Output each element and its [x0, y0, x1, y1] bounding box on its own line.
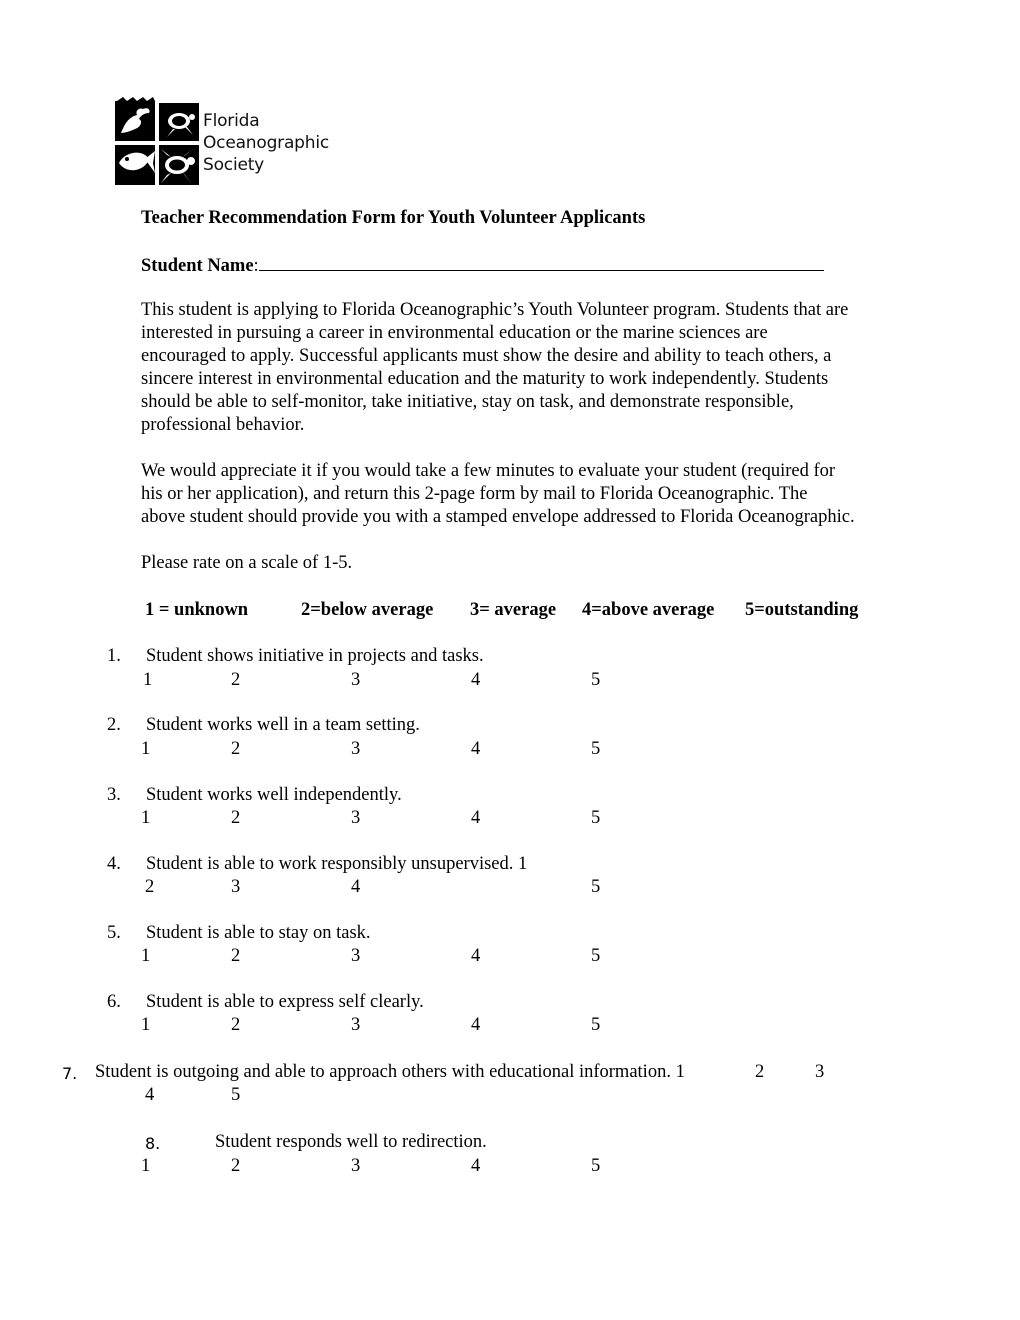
rating-option[interactable]: 4 — [351, 877, 361, 897]
request-line: above student should provide you with a stamped envelope addressed to Florida Oceanographic. — [141, 507, 855, 527]
turtle-icon — [159, 99, 199, 141]
question-number: 1. — [107, 646, 121, 666]
question-text: Student shows initiative in projects and tasks. — [146, 646, 484, 666]
logo-mark — [115, 97, 199, 185]
scale-item: 1 = unknown — [145, 600, 249, 620]
logo-line: Society — [203, 155, 265, 175]
rating-option[interactable]: 3 — [351, 670, 361, 690]
intro-line: should be able to self-monitor, take initiative, stay on task, and demonstrate responsible, — [141, 392, 794, 412]
intro-line: This student is applying to Florida Oceanographic’s Youth Volunteer program. Students that are — [141, 300, 849, 320]
rating-option[interactable]: 2 — [231, 1015, 241, 1035]
rating-option[interactable]: 5 — [591, 877, 601, 897]
logo-line: Oceanographic — [203, 133, 330, 153]
rating-option[interactable]: 3 — [815, 1062, 825, 1082]
question-number: 8. — [145, 1134, 161, 1153]
rating-option[interactable]: 2 — [231, 739, 241, 759]
pelican-icon — [115, 97, 155, 141]
rating-option[interactable]: 1 — [143, 670, 153, 690]
scale-item: 2=below average — [301, 600, 434, 620]
question-text: Student is outgoing and able to approach others with educational information. 1 — [95, 1062, 685, 1082]
question-number: 7. — [62, 1064, 78, 1083]
rate-instruction: Please rate on a scale of 1-5. — [141, 553, 353, 573]
logo-line: Florida — [203, 111, 260, 131]
sea-turtle-icon — [159, 145, 199, 185]
rating-option[interactable]: 5 — [591, 946, 601, 966]
intro-paragraph — [141, 299, 931, 437]
rating-option[interactable]: 2 — [231, 1156, 241, 1176]
rating-option[interactable]: 1 — [141, 739, 151, 759]
rating-option[interactable]: 3 — [231, 877, 241, 897]
question-text: Student is able to express self clearly. — [146, 992, 424, 1012]
rating-option[interactable]: 3 — [351, 739, 361, 759]
scale-item: 5=outstanding — [745, 600, 859, 620]
question-number: 6. — [107, 992, 121, 1012]
student-name-label: Student Name — [141, 256, 254, 276]
rating-option[interactable]: 1 — [141, 808, 151, 828]
rating-option[interactable]: 2 — [231, 670, 241, 690]
rating-option[interactable]: 5 — [231, 1085, 241, 1105]
rating-option[interactable]: 3 — [351, 1015, 361, 1035]
logo-wordmark — [203, 110, 329, 176]
rating-option[interactable]: 4 — [471, 1015, 481, 1035]
rating-option[interactable]: 4 — [145, 1085, 155, 1105]
student-name-row — [141, 253, 824, 278]
intro-line: sincere interest in environmental education and the maturity to work independently. Students — [141, 369, 829, 389]
rating-option[interactable]: 1 — [141, 1015, 151, 1035]
rating-option[interactable]: 4 — [471, 670, 481, 690]
rating-option[interactable]: 5 — [591, 739, 601, 759]
question-text: Student works well in a team setting. — [146, 715, 420, 735]
rating-option[interactable]: 5 — [591, 670, 601, 690]
question-text: Student responds well to redirection. — [215, 1132, 487, 1152]
form-title: Teacher Recommendation Form for Youth Volunteer Applicants — [141, 208, 646, 228]
request-paragraph — [141, 460, 931, 529]
rating-option[interactable]: 5 — [591, 1015, 601, 1035]
rating-option[interactable]: 4 — [471, 1156, 481, 1176]
rating-option[interactable]: 2 — [231, 946, 241, 966]
intro-line: encouraged to apply. Successful applicants must show the desire and ability to teach others, a — [141, 346, 832, 366]
intro-line: interested in pursuing a career in environmental education or the marine sciences are — [141, 323, 768, 343]
student-name-colon: : — [253, 256, 259, 276]
rating-option[interactable]: 4 — [471, 739, 481, 759]
question-number: 3. — [107, 785, 121, 805]
intro-line: professional behavior. — [141, 415, 305, 435]
rating-option[interactable]: 2 — [231, 808, 241, 828]
rating-option[interactable]: 1 — [141, 1156, 151, 1176]
rating-option[interactable]: 4 — [471, 946, 481, 966]
rating-option[interactable]: 5 — [591, 808, 601, 828]
rating-option[interactable]: 2 — [755, 1062, 765, 1082]
request-line: his or her application), and return this 2-page form by mail to Florida Oceanographic. The — [141, 484, 808, 504]
rating-option[interactable]: 5 — [591, 1156, 601, 1176]
rating-option[interactable]: 3 — [351, 1156, 361, 1176]
question-number: 2. — [107, 715, 121, 735]
student-name-field[interactable] — [259, 253, 824, 271]
rating-option[interactable]: 1 — [141, 946, 151, 966]
fish-icon — [115, 145, 155, 185]
rating-option[interactable]: 3 — [351, 808, 361, 828]
question-text: Student works well independently. — [146, 785, 402, 805]
scale-item: 4=above average — [582, 600, 715, 620]
question-text: Student is able to work responsibly unsupervised. 1 — [146, 854, 528, 874]
question-number: 4. — [107, 854, 121, 874]
rating-option[interactable]: 4 — [471, 808, 481, 828]
rating-option[interactable]: 2 — [145, 877, 155, 897]
request-line: We would appreciate it if you would take a few minutes to evaluate your student (required for — [141, 461, 836, 481]
question-number: 5. — [107, 923, 121, 943]
rating-option[interactable]: 3 — [351, 946, 361, 966]
question-text: Student is able to stay on task. — [146, 923, 371, 943]
scale-item: 3= average — [470, 600, 557, 620]
